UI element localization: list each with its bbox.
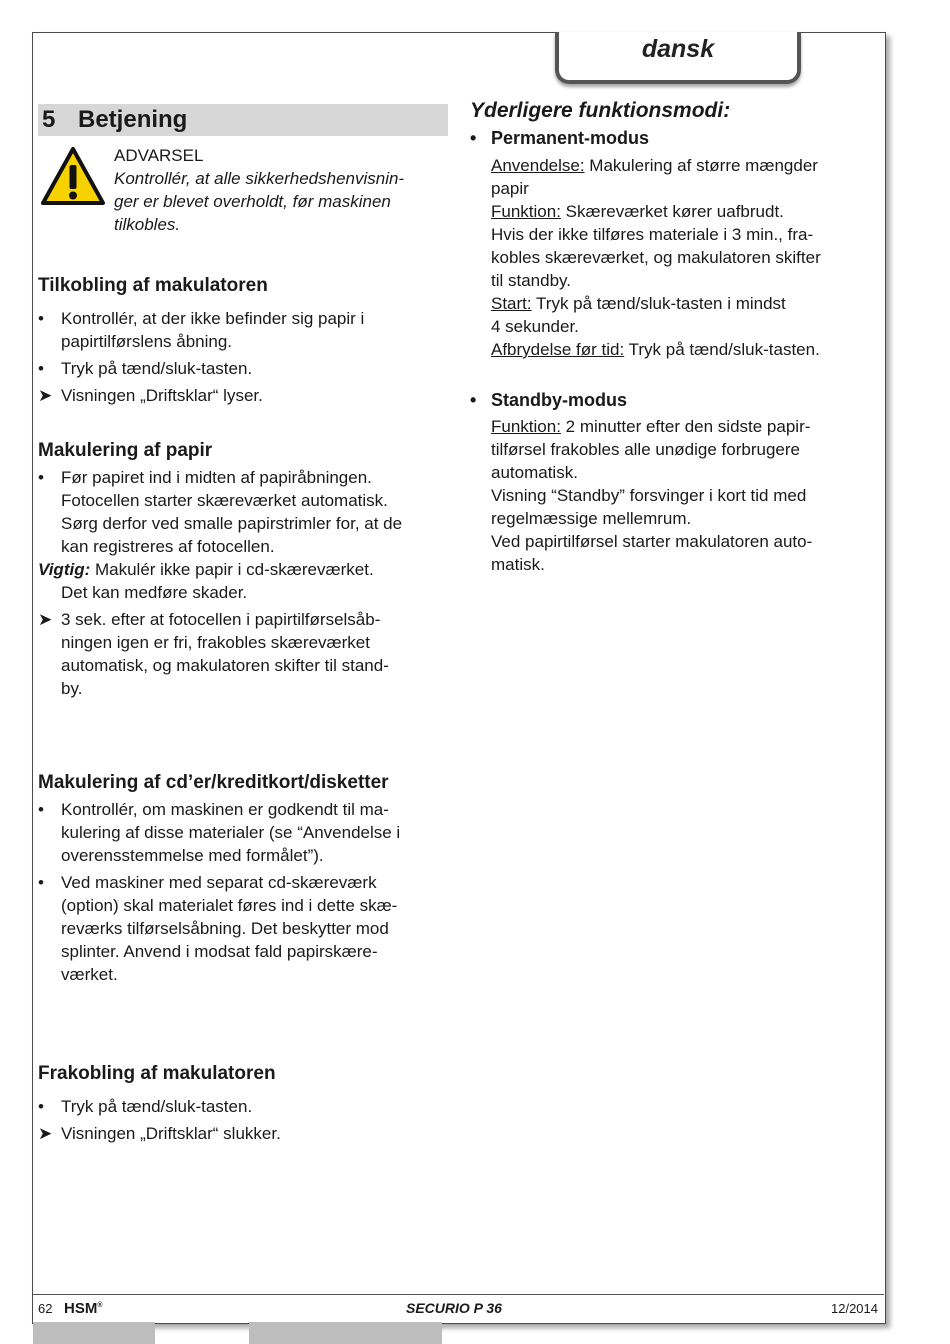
usage-label: Anvendelse: [491, 156, 585, 175]
body-text: papir [491, 179, 529, 198]
tilkobling-list [38, 307, 448, 407]
list-line: by. [61, 679, 83, 698]
warning-line: tilkobles. [114, 215, 181, 234]
body-text: Ved papirtilførsel starter makulatoren auto- [491, 532, 813, 551]
list-item [38, 357, 448, 380]
important-text: Det kan medføre skader. [61, 583, 248, 602]
model-name: SECURIO P 36 [406, 1300, 502, 1316]
warning-block [38, 144, 448, 234]
list-line: kulering af disse materialer (se “Anvendelse i [61, 823, 401, 842]
language-tab [555, 32, 801, 84]
result-arrow-icon: ➤ [38, 1124, 53, 1143]
list-line: Kontrollér, om maskinen er godkendt til ma- [61, 800, 389, 819]
heading-frakobling: Frakobling af makulatoren [38, 1063, 276, 1084]
mode-heading-text: Standby-modus [491, 390, 628, 410]
language-label: dansk [641, 35, 715, 63]
body-text: Visning “Standby” forsvinger i kort tid med [491, 486, 807, 505]
abort-label: Afbrydelse før tid: [491, 340, 625, 359]
registered-mark: ® [97, 1302, 103, 1309]
section-header [38, 104, 448, 136]
list-line: Fotocellen starter skæreværket automatisk. [61, 491, 388, 510]
list-line: Ved maskiner med separat cd-skæreværk [61, 873, 377, 892]
warning-triangle-icon [40, 146, 106, 206]
list-line: Før papiret ind i midten af papiråbningen. [61, 468, 372, 487]
list-line: overensstemmelse med formålet”). [61, 846, 324, 865]
bullet: • [38, 873, 44, 892]
bullet: • [38, 309, 44, 328]
list-line: (option) skal materialet føres ind i dette skæ- [61, 896, 398, 915]
body-text: Hvis der ikke tilføres materiale i 3 min., fra- [491, 225, 814, 244]
bullet: • [470, 390, 477, 410]
warning-line: Kontrollér, at alle sikkerhedshenvisnin- [114, 169, 405, 188]
list-line: automatisk, og makulatoren skifter til stand- [61, 656, 389, 675]
body-text: tilførsel frakobles alle unødige forbrugere [491, 440, 800, 459]
bottom-tab-left [33, 1322, 155, 1344]
result-arrow-icon: ➤ [38, 386, 53, 405]
list-item [38, 1095, 448, 1118]
body-text: 2 minutter efter den sidste papir- [560, 417, 811, 436]
list-line: Visningen „Driftsklar“ lyser. [61, 386, 263, 405]
warning-line: ger er blevet overholdt, før maskinen [114, 192, 391, 211]
list-line: splinter. Anvend i modsat fald papirskære- [61, 942, 378, 961]
warning-text [114, 144, 450, 236]
body-text: til standby. [491, 271, 572, 290]
important-note [38, 558, 448, 604]
footer [38, 1299, 878, 1319]
makulering-papir-result [38, 608, 448, 700]
list-line: reværks tilførselsåbning. Det beskytter mod [61, 919, 389, 938]
list-line: Kontrollér, at der ikke befinder sig papir i [61, 309, 365, 328]
warning-title: ADVARSEL [114, 146, 204, 165]
list-item [38, 798, 448, 867]
important-text: Makulér ikke papir i cd-skæreværket. [90, 560, 374, 579]
bullet: • [38, 800, 44, 819]
makulering-cd-list [38, 798, 448, 986]
list-item [38, 384, 448, 407]
standby-mode-heading [470, 388, 870, 412]
result-arrow-icon: ➤ [38, 610, 53, 629]
mode-heading-text: Permanent-modus [491, 128, 650, 148]
list-item [38, 307, 448, 353]
right-column [470, 98, 870, 576]
edition-date: 12/2014 [831, 1301, 878, 1316]
footer-divider [33, 1294, 884, 1295]
bullet: • [38, 1097, 44, 1116]
logo-text: HSM [64, 1300, 98, 1317]
list-line: Tryk på tænd/sluk-tasten. [61, 359, 253, 378]
function-label: Funktion: [491, 417, 561, 436]
list-line: ningen igen er fri, frakobles skæreværket [61, 633, 370, 652]
body-text: Makulering af større mængder [584, 156, 818, 175]
permanent-mode-body [470, 154, 870, 361]
body-text: automatisk. [491, 463, 578, 482]
important-label: Vigtig: [38, 560, 91, 579]
bottom-tab-right [249, 1322, 442, 1344]
list-line: Visningen „Driftsklar“ slukker. [61, 1124, 281, 1143]
modes-title: Yderligere funktionsmodi: [470, 99, 731, 122]
list-item [38, 871, 448, 986]
list-line: kan registreres af fotocellen. [61, 537, 275, 556]
list-item [38, 608, 448, 700]
permanent-mode-heading [470, 126, 870, 150]
body-text: matisk. [491, 555, 545, 574]
body-text: Tryk på tænd/sluk-tasten. [624, 340, 820, 359]
list-line: papirtilførslens åbning. [61, 332, 233, 351]
frakobling-list [38, 1095, 448, 1145]
section-number: 5 [42, 106, 56, 133]
standby-mode-body [470, 415, 870, 576]
heading-makulering-papir: Makulering af papir [38, 440, 213, 461]
section-title: Betjening [78, 106, 188, 133]
list-item [38, 466, 448, 558]
body-text: Skæreværket kører uafbrudt. [560, 202, 784, 221]
bullet: • [38, 468, 44, 487]
makulering-papir-list [38, 466, 448, 558]
left-column [38, 104, 448, 1145]
heading-tilkobling: Tilkobling af makulatoren [38, 275, 268, 296]
page-number: 62 [38, 1301, 53, 1316]
body-text: kobles skæreværket, og makulatoren skifter [491, 248, 821, 267]
list-item [38, 1122, 448, 1145]
body-text: regelmæssige mellemrum. [491, 509, 692, 528]
list-line: værket. [61, 965, 118, 984]
list-line: Tryk på tænd/sluk-tasten. [61, 1097, 253, 1116]
body-text: Tryk på tænd/sluk-tasten i mindst [531, 294, 786, 313]
hsm-logo [64, 1300, 103, 1317]
list-line: 3 sek. efter at fotocellen i papirtilførselsåb- [61, 610, 381, 629]
heading-makulering-cd: Makulering af cd’er/kreditkort/disketter [38, 772, 389, 793]
function-label: Funktion: [491, 202, 561, 221]
start-label: Start: [491, 294, 532, 313]
body-text: 4 sekunder. [491, 317, 579, 336]
bullet: • [38, 359, 44, 378]
list-line: Sørg derfor ved smalle papirstrimler for, at de [61, 514, 403, 533]
bullet: • [470, 128, 477, 148]
